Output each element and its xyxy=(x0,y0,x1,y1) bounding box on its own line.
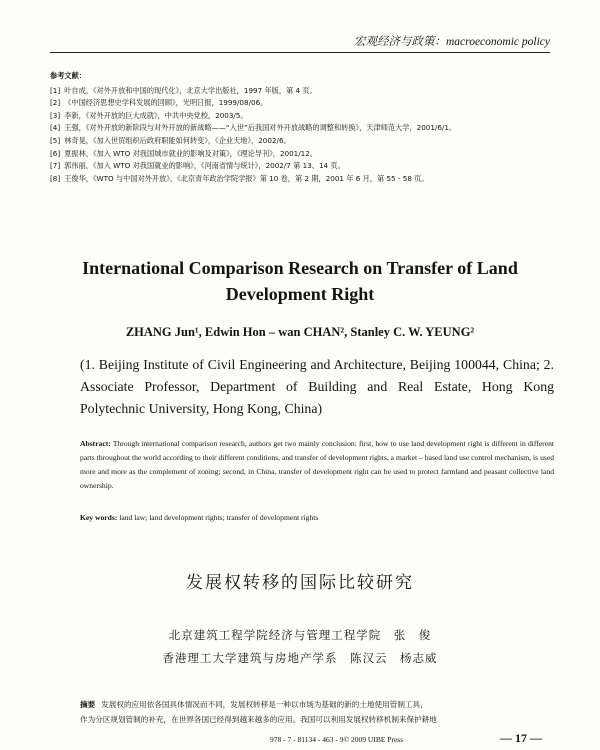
reference-text: 郭伟丽，《加入 WTO 对我国就业的影响》，《河南省情与统计》，2002/7 第 13、14 页。 xyxy=(64,161,345,171)
english-authors: ZHANG Jun¹, Edwin Hon – wan CHAN², Stanley C. W. YEUNG² xyxy=(125,325,475,339)
header-rule xyxy=(50,52,550,53)
english-title-line: Development Right xyxy=(225,284,375,304)
reference-item xyxy=(50,160,550,173)
reference-text: 《中国经济思想史学科发展的回顾》，光明日报，1999/08/06。 xyxy=(64,98,268,108)
chinese-abstract-line: 作为分区规划管制的补充，在世界各国已经得到越来越多的应用。我国可以利用发展权转移机制来保护耕地 xyxy=(80,715,437,724)
reference-item xyxy=(50,135,550,148)
reference-number: [8] xyxy=(50,173,61,183)
abstract-text: Through international comparison research, authors get two mainly conclusion: first, how to use land development right is different in different parts throughout the world according to their different conditions, and transfer of development rights, a market – based land use control mechanism, is used more and more as the complement of zoning; second, in China, transfer of development right can be used to protect farmland and peasant collective land ownership. xyxy=(80,439,554,490)
reference-number: [7] xyxy=(50,161,61,171)
reference-text: 王强，《对外开放的新阶段与对外开放的新战略——“入世”后我国对外开放战略的调整和转换》，天津师范大学，2001/6/1。 xyxy=(64,123,457,133)
footer-isbn: 978 - 7 - 81134 - 463 - 9© 2009 UIBE Press xyxy=(270,735,404,744)
reference-text: 林奇晃，《加入世贸组织后政府职能如何转变》，《企业天地》，2002/6。 xyxy=(64,135,291,145)
references-heading: 参考文献： xyxy=(50,71,86,80)
chinese-author-line: 北京建筑工程学院经济与管理工程学院 张 俊 xyxy=(168,628,432,642)
reference-number: [4] xyxy=(50,123,61,133)
english-title-line: International Comparison Research on Transfer of Land xyxy=(82,258,518,278)
abstract-label: Abstract: xyxy=(80,439,111,448)
reference-item xyxy=(50,148,550,161)
reference-text: 李新，《对外开放的巨大成就》，中共中央党校，2003/5。 xyxy=(64,110,248,120)
english-title xyxy=(60,255,540,307)
english-keywords xyxy=(80,513,554,522)
reference-item xyxy=(50,97,550,110)
reference-text: 夏振林，《加入 WTO 对我国城市就业的影响及对策》，《理论导刊》，2001/12。 xyxy=(64,148,317,158)
chinese-abstract-line xyxy=(80,697,554,712)
reference-text: 叶自成，《对外开放和中国的现代化》，北京大学出版社，1997 年版，第 4 页。 xyxy=(64,85,317,95)
reference-number: [2] xyxy=(50,98,61,108)
chinese-abstract-text: 发展权的应用依各国具体情况而不同，发展权转移是一种以市场为基础的新的土地使用管制工具， xyxy=(101,700,428,709)
reference-item xyxy=(50,173,550,186)
english-abstract xyxy=(80,437,554,493)
chinese-author-line: 香港理工大学建筑与房地产学系 陈汉云 杨志威 xyxy=(162,651,438,665)
chinese-abstract xyxy=(80,697,554,727)
reference-number: [3] xyxy=(50,110,61,120)
reference-number: [5] xyxy=(50,135,61,145)
reference-item xyxy=(50,110,550,123)
reference-item xyxy=(50,122,550,135)
chinese-abstract-label: 摘要 xyxy=(80,700,96,709)
reference-number: [1] xyxy=(50,85,61,95)
chinese-title: 发展权转移的国际比较研究 xyxy=(186,573,414,593)
keywords-label: Key words: xyxy=(80,513,118,522)
reference-item xyxy=(50,85,550,98)
reference-text: 王俊华，《WTO 与中国对外开放》，《北京青年政治学院学报》第 10 卷，第 2 期，2001 年 6 月，第 55 - 58 页。 xyxy=(64,173,429,183)
english-affiliation: (1. Beijing Institute of Civil Engineering and Architecture, Beijing 100044, China; 2. Associate Professor, Department of Building and Real Estate, Hong Kong Polytechnic University, Hong Kong, China) xyxy=(80,357,554,416)
page-number: — 17 — xyxy=(500,731,542,745)
keywords-text: land law; land development rights; transfer of development rights xyxy=(119,513,319,522)
reference-number: [6] xyxy=(50,148,61,158)
references-section xyxy=(50,70,550,185)
running-head: 宏观经济与政策：macroeconomic policy xyxy=(354,36,550,48)
